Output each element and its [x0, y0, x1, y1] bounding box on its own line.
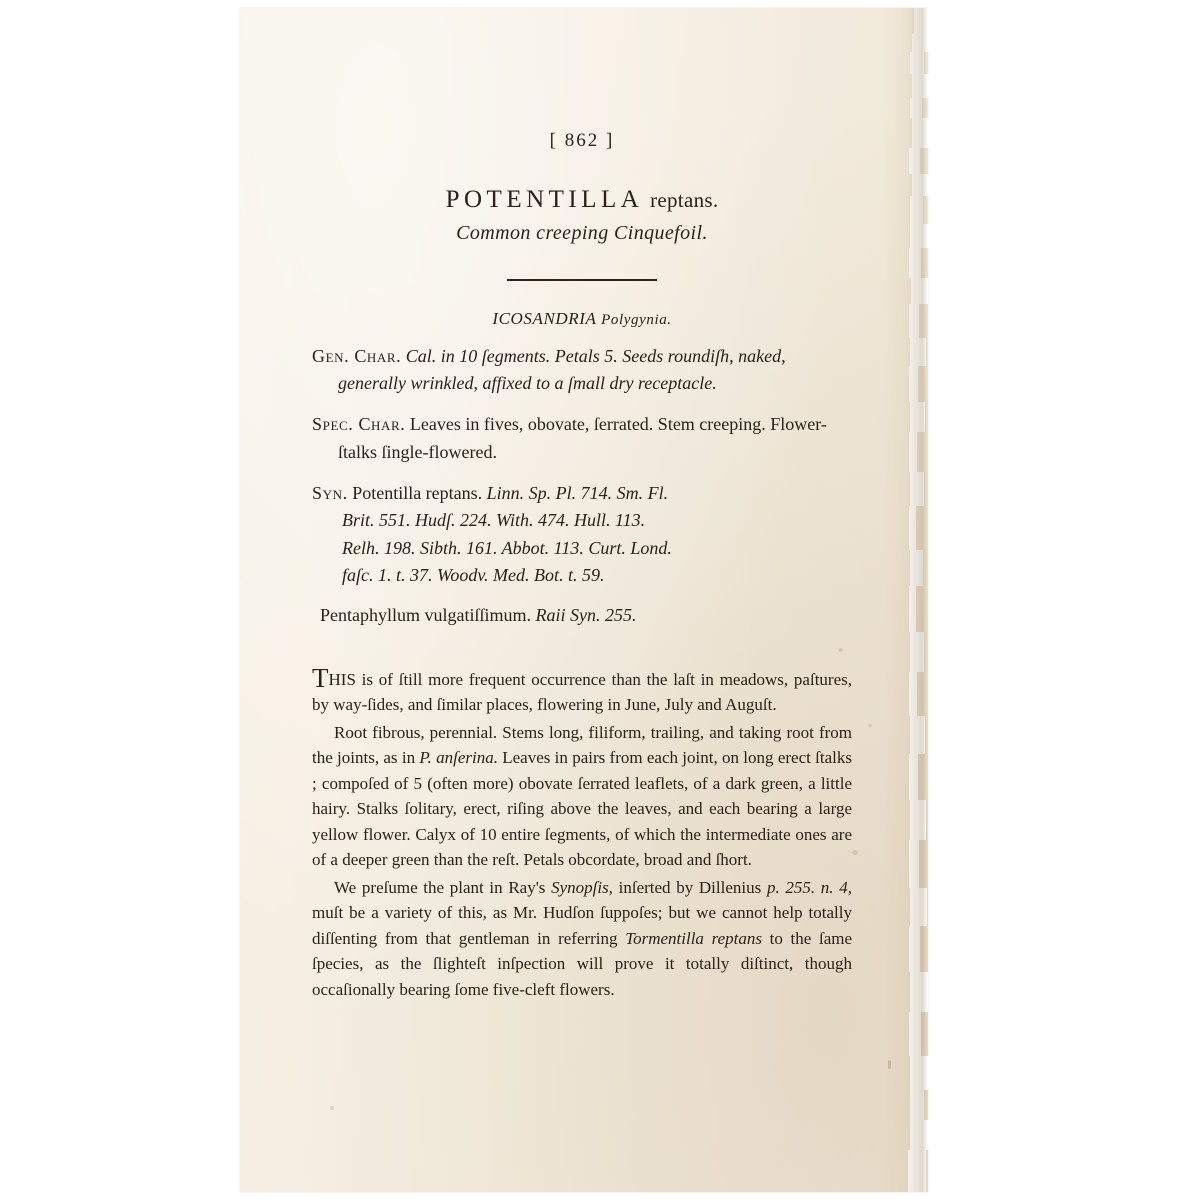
paragraph-2	[312, 720, 852, 873]
page-edge-tear	[909, 248, 921, 278]
entry-text: Cal. in 10 ſegments. Petals 5. Seeds roundiſh, naked, generally wrinkled, affixed to a ſmall dry receptacle.	[338, 345, 786, 393]
page-edge-tear	[910, 1056, 932, 1090]
page-edge-tear	[912, 34, 938, 52]
page-edge-tear	[912, 118, 932, 148]
body-text	[312, 662, 853, 1003]
page-edge-tear	[909, 148, 920, 174]
page-edge-tear	[909, 432, 917, 472]
page-edge-tear	[910, 550, 923, 586]
page-edge-tear	[910, 98, 922, 118]
page-edge-tear	[909, 506, 916, 550]
synonym-name: Pentaphyllum vulgatiſſimum.	[320, 605, 531, 626]
synonym-line: Brit. 551. Hudſ. 224. With. 474. Hull. 113.	[342, 510, 646, 531]
drop-cap: T	[312, 662, 329, 693]
paragraph-3-italic-1: Synopſis,	[551, 877, 613, 897]
paragraph-3-part-a: We preſume the plant in Ray's	[334, 877, 552, 897]
paragraph-2-part-a: Root fibrous, perennial. Stems long, filiform, trailing, and taking root from the joints, as in	[312, 722, 852, 768]
page-number: [ 862 ]	[549, 130, 615, 151]
page-edge-tear	[912, 174, 930, 196]
page-edge-tear	[910, 972, 928, 1012]
page-edge-tear	[914, 8, 932, 34]
common-name: Common creeping Cinquefoil.	[456, 222, 708, 244]
entry-gen-char	[312, 343, 852, 398]
entry-text: Leaves in fives, obovate, ſerrated. Stem creeping. Flower-ſtalks ſingle-flowered.	[338, 414, 827, 462]
page-title	[312, 186, 852, 214]
page-edge-tear	[911, 278, 928, 304]
page-edge-tear	[909, 926, 920, 972]
paragraph-3-italic-3: Tormentilla reptans	[625, 928, 762, 948]
page-edge-tear	[910, 402, 925, 432]
paragraph-1-text: HIS is of ſtill more frequent occurrence than the laſt in meadows, paſtures, by way-ſides, and ſimilar places, flowering in June, July and Auguſt.	[312, 669, 852, 715]
paragraph-1	[312, 662, 852, 718]
paragraph-3-part-b: inſerted by Dillenius	[612, 877, 767, 897]
page-edge-tear	[912, 74, 934, 98]
horizontal-rule	[507, 279, 657, 281]
title-epithet: reptans.	[650, 188, 719, 212]
class-name: ICOSANDRIA	[492, 308, 597, 328]
synonym-reference: Raii Syn. 255.	[535, 605, 637, 626]
order-name: Polygynia.	[601, 311, 672, 328]
page-edge-tear	[910, 52, 924, 74]
page-content	[312, 8, 852, 1192]
page-edge-tear	[910, 632, 924, 672]
foxing-spot	[868, 724, 872, 727]
page-edge-tear	[910, 888, 927, 926]
page-edge-tear	[910, 472, 924, 506]
page-edge-tear	[909, 840, 919, 888]
page-edge-tear	[910, 1090, 924, 1120]
page-edge-tear	[909, 754, 918, 800]
page-edge-tear	[909, 304, 919, 338]
class-order-line	[312, 309, 852, 329]
foxing-spot	[852, 850, 858, 855]
page-edge-tear	[909, 366, 918, 402]
synonym-line: faſc. 1. t. 37. Woodv. Med. Bot. t. 59.	[342, 565, 605, 586]
page-edge-tear	[910, 716, 925, 754]
synonym-line: Relh. 198. Sibth. 161. Abbot. 113. Curt. Lond.	[342, 537, 672, 558]
page-edge-tear	[909, 586, 916, 632]
paragraph-3-italic-2: p. 255. n. 4,	[766, 877, 852, 897]
foxing-spot	[888, 1060, 891, 1069]
page-edge-tear	[909, 1012, 921, 1056]
entry-spec-char	[312, 411, 852, 466]
paragraph-3-part-d: to the ſame ſpecies, as the ſlighteſt inſpection will prove it totally diſtinct, though occaſionally bearing ſome five-cleft flowers.	[312, 928, 853, 999]
entry-label: Spec. Char.	[312, 414, 406, 435]
page-edge-tear	[910, 224, 934, 248]
paragraph-3-part-c: muſt be a variety of this, as Mr. Hudſon ſuppoſes; but we cannot help totally diſſenting from that gentleman in referring	[312, 903, 852, 948]
page-edge-tear	[908, 1150, 926, 1192]
synonym-label: Syn.	[312, 483, 348, 504]
paragraph-2-part-b: Leaves in pairs from each joint, on long erect ſtalks ; compoſed of 5 (often more) obovate ſerrated leaflets, of a dark green, a little hairy. Stalks ſolitary, erect, riſing above the leaves, and each bearing a large yellow flower. Calyx of 10 entire ſegments, of which the intermediate ones are of a deeper green than the reſt. Petals obcordate, broad and ſhort.	[312, 748, 852, 870]
synonyms-block	[312, 480, 852, 630]
paragraph-3	[312, 875, 852, 1003]
page-edge-tear	[909, 672, 917, 716]
page-edge-tear	[910, 1120, 936, 1150]
synonym-reference: Linn. Sp. Pl. 714. Sm. Fl.	[486, 483, 669, 504]
entry-label: Gen. Char.	[312, 345, 402, 366]
book-page	[240, 8, 928, 1192]
page-edge-tear	[910, 800, 926, 840]
synonym-name: Potentilla reptans.	[352, 483, 483, 504]
page-edge-tear	[910, 338, 926, 366]
title-genus: POTENTILLA	[445, 186, 644, 213]
synonym-line	[312, 602, 852, 629]
paragraph-2-italic: P. anſerina.	[419, 748, 498, 768]
page-edge-tear	[910, 196, 923, 224]
synonym-line	[312, 480, 852, 507]
